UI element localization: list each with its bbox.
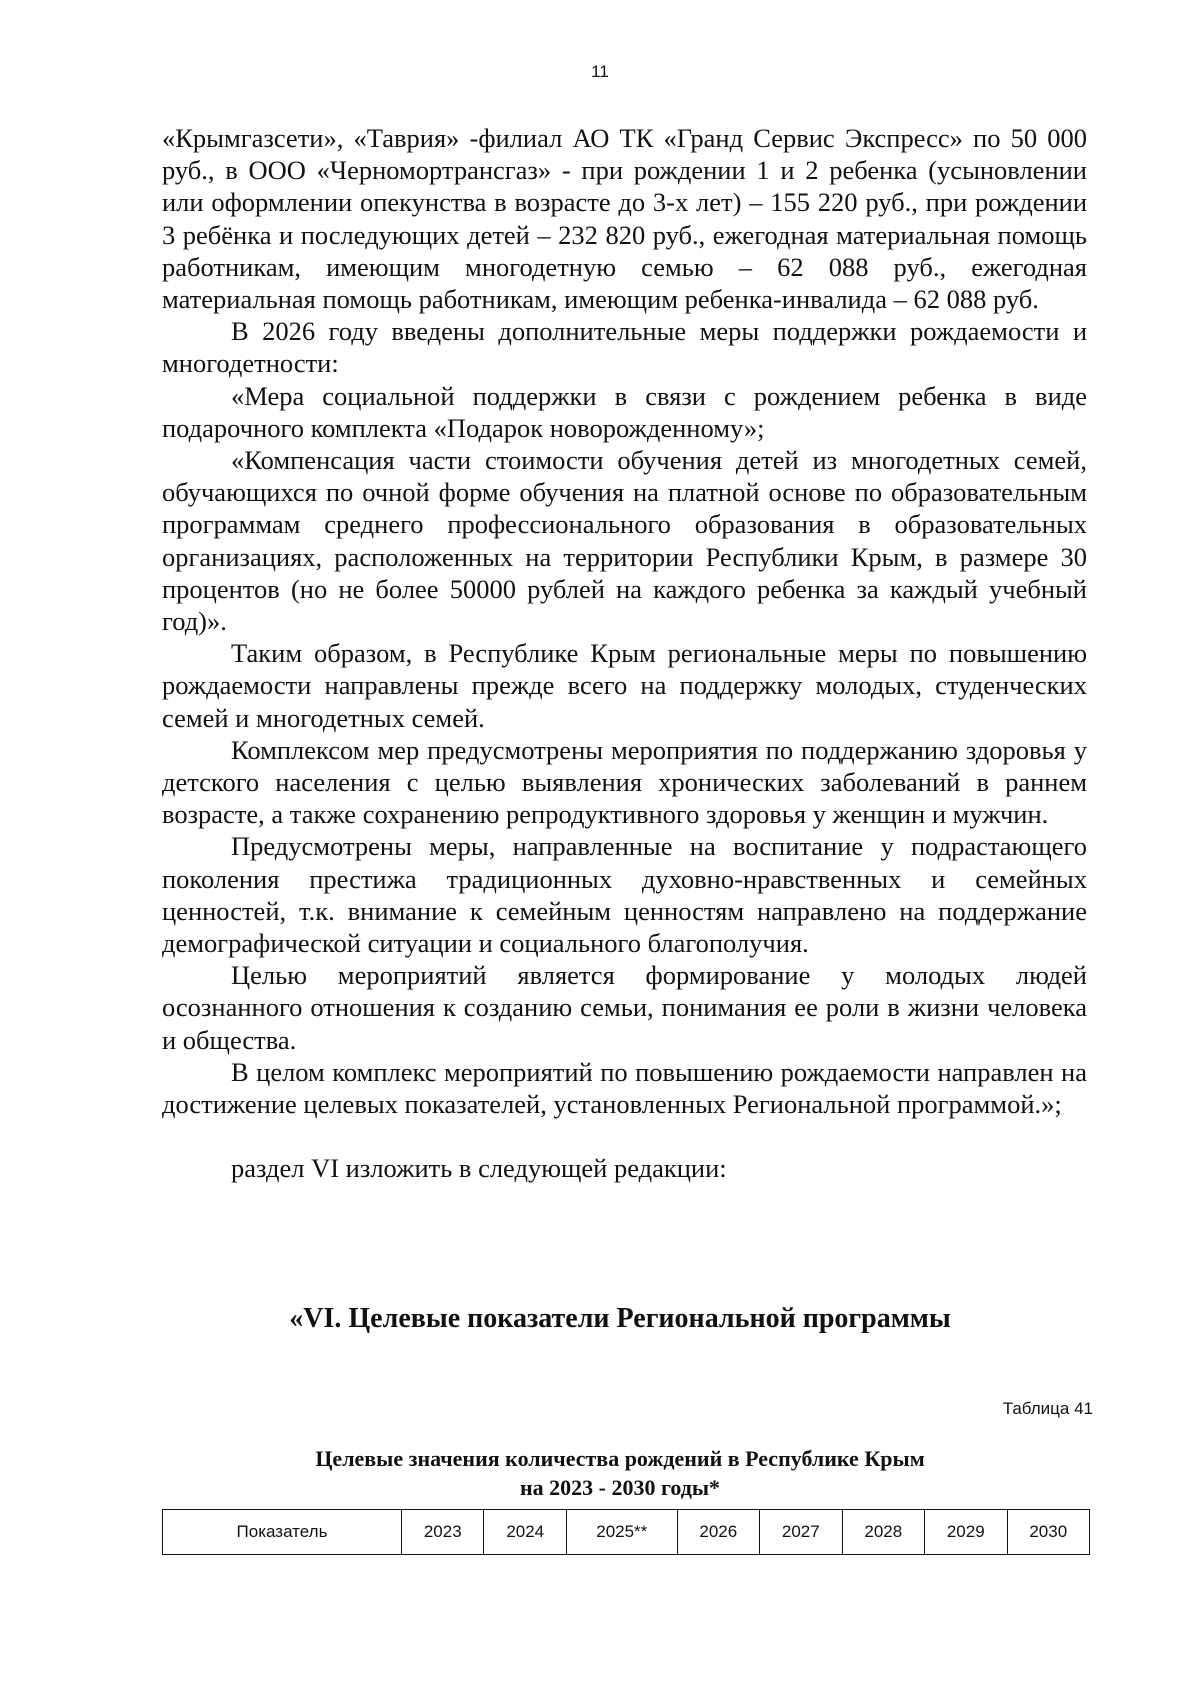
paragraph: «Компенсация части стоимости обучения детей из многодетных семей, обучающихся по очной форме обучения на платной основе по образовательным программам среднего профессионального образования в образовательных организациях, расположенных на территории Республики Крым, в размере 30 процентов (но не более 50000 рублей на каждого ребенка за каждый учебный год)». [162,445,1087,637]
table-header-cell: 2027 [760,1510,842,1555]
table-header-cell: 2030 [1007,1510,1090,1555]
table-header-cell: 2028 [842,1510,924,1555]
table-header-cell: 2024 [484,1510,566,1555]
table-caption [0,1444,1200,1502]
table-caption-line: Целевые значения количества рождений в Республике Крым [315,1446,925,1471]
body-text [162,122,1087,1185]
paragraph: В 2026 году введены дополнительные меры поддержки рождаемости и многодетности: [162,316,1087,379]
paragraph: «Крымгазсети», «Таврия» -филиал АО ТК «Гранд Сервис Экспресс» по 50 000 руб., в ООО «Черномортрансгаз» - при рождении 1 и 2 ребенка (усыновлении или оформлении опекунства в возрасте до 3-х лет) – 155 220 руб., при рождении 3 ребёнка и последующих детей – 232 820 руб., ежегодная материальная помощь работникам, имеющим многодетную семью – 62 088 руб., ежегодная материальная помощь работникам, имеющим ребенка-инвалида – 62 088 руб. [162,123,1087,315]
page-number: 11 [591,62,609,81]
paragraph: Таким образом, в Республике Крым региональные меры по повышению рождаемости направлены прежде всего на поддержку молодых, студенческих семей и многодетных семей. [162,638,1087,733]
paragraph: «Мера социальной поддержки в связи с рождением ребенка в виде подарочного комплекта «Подарок новорожденному»; [162,380,1087,443]
table-label: Таблица 41 [1002,1399,1093,1418]
paragraph: раздел VI изложить в следующей редакции: [231,1153,727,1184]
table-header-row [163,1510,1090,1555]
section-heading: «VI. Целевые показатели Региональной программы [289,1303,951,1334]
table-header-cell: 2026 [677,1510,759,1555]
paragraph: Предусмотрены меры, направленные на воспитание у подрастающего поколения престижа традиционных духовно-нравственных и семейных ценностей, т.к. внимание к семейным ценностям направлено на поддержание демографической ситуации и социального благополучия. [162,831,1087,959]
table-header-cell: Показатель [163,1510,402,1555]
paragraph: В целом комплекс мероприятий по повышению рождаемости направлен на достижение целевых показателей, установленных Региональной программой.»; [162,1056,1087,1120]
paragraph: Целью мероприятий является формирование у молодых людей осознанного отношения к созданию семьи, понимания ее роли в жизни человека и общества. [162,960,1087,1055]
table-header-cell: 2025** [566,1510,677,1555]
table-header-cell: 2023 [402,1510,484,1555]
table-caption-line: на 2023 - 2030 годы* [519,1475,721,1500]
table-header-cell: 2029 [925,1510,1007,1555]
targets-table [162,1509,1090,1555]
paragraph: Комплексом мер предусмотрены мероприятия по поддержанию здоровья у детского населения с целью выявления хронических заболеваний в раннем возрасте, а также сохранению репродуктивного здоровья у женщин и мужчин. [162,734,1087,830]
